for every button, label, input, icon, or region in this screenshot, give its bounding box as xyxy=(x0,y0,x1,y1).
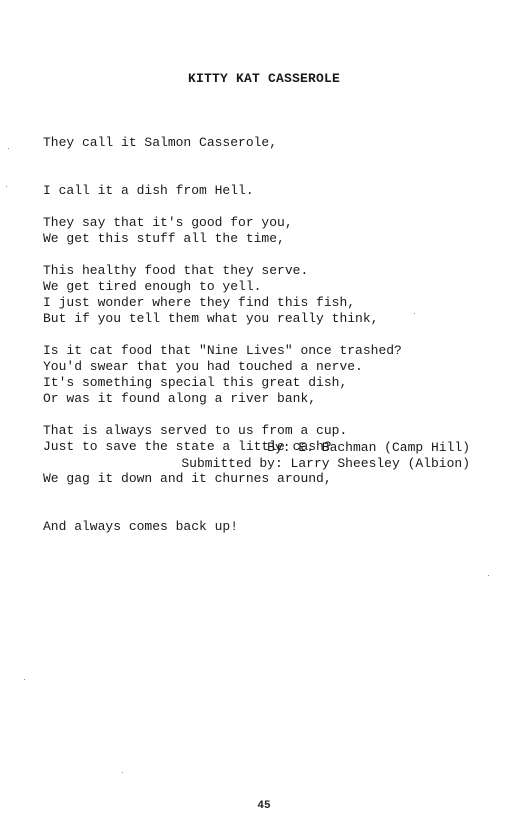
page-number: 45 xyxy=(257,800,271,809)
author-credit: By: E. Bachman (Camp Hill) xyxy=(267,440,470,455)
scan-speck xyxy=(8,148,9,149)
poem-line: But if you tell them what you really think, xyxy=(43,311,379,326)
poem-line: I call it a dish from Hell. xyxy=(43,183,254,198)
poem-line: We gag it down and it churnes around, xyxy=(43,471,332,486)
scan-speck xyxy=(6,186,7,187)
scan-speck xyxy=(488,575,489,576)
scan-speck xyxy=(24,679,25,680)
poem-line: They say that it's good for you, xyxy=(43,215,293,230)
submitted-credit: Submitted by: Larry Sheesley (Albion) xyxy=(181,456,470,471)
poem-line: You'd swear that you had touched a nerve. xyxy=(43,359,363,374)
poem-line: Or was it found along a river bank, xyxy=(43,391,317,406)
poem-title: KITTY KAT CASSEROLE xyxy=(187,71,341,86)
poem-line: It's something special this great dish, xyxy=(43,375,348,390)
poem-line: That is always served to us from a cup. xyxy=(43,423,348,438)
poem-line: They call it Salmon Casserole, xyxy=(43,135,278,150)
scan-speck xyxy=(414,313,415,314)
poem-line: We get this stuff all the time, xyxy=(43,231,285,246)
poem-line: And always comes back up! xyxy=(43,519,239,534)
poem-line: We get tired enough to yell. xyxy=(43,279,262,294)
poem-line: I just wonder where they find this fish, xyxy=(43,295,356,310)
poem-line: This healthy food that they serve. xyxy=(43,263,309,278)
scan-speck xyxy=(122,772,123,773)
poem-line: Just to save the state a little cash? xyxy=(43,439,332,454)
poem-line: Is it cat food that "Nine Lives" once trashed? xyxy=(43,343,402,358)
